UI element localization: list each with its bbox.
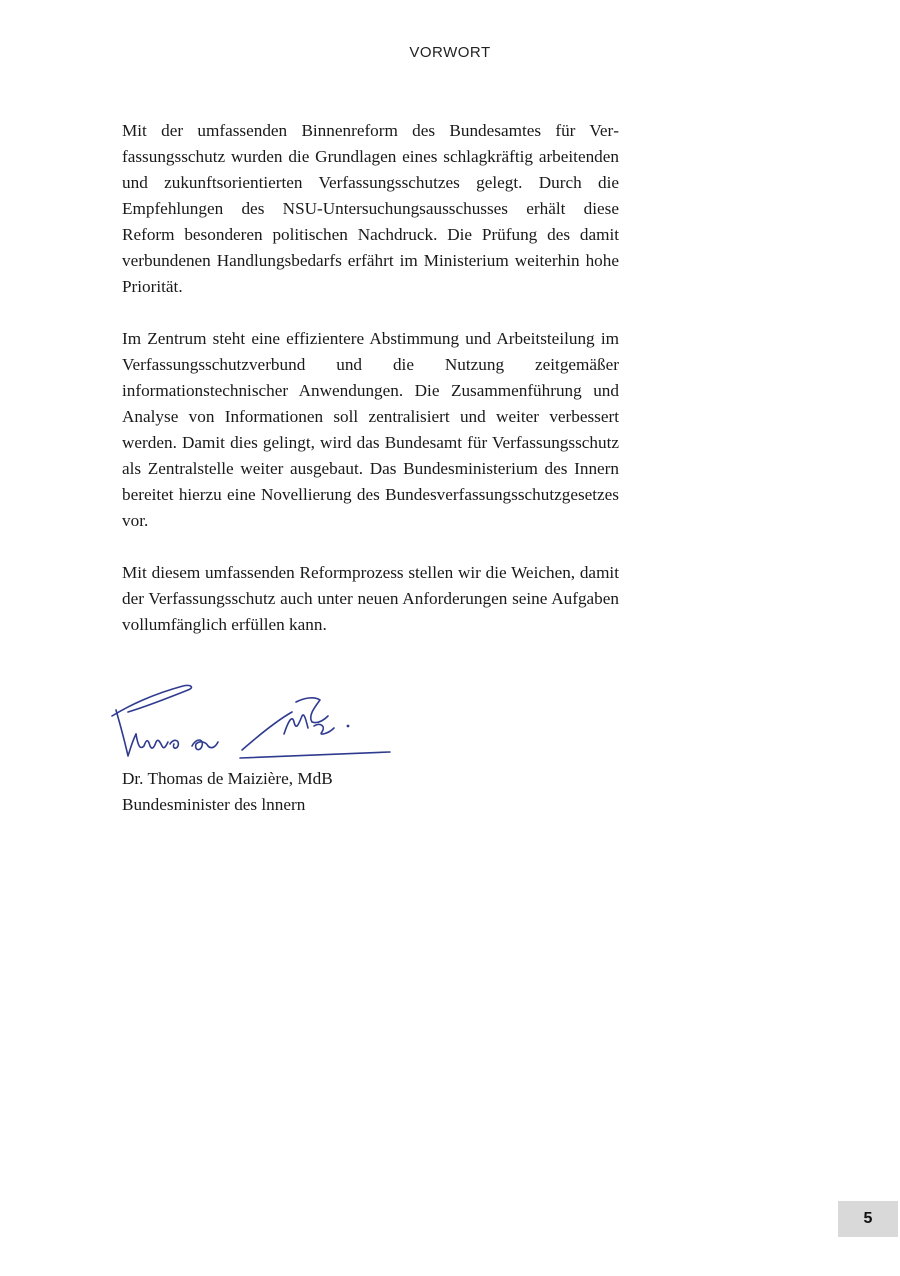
page-number-badge	[838, 1201, 898, 1237]
running-head: VORWORT	[409, 44, 491, 61]
handwritten-signature	[108, 676, 398, 770]
signer-title: Bundesminister des lnnern	[122, 795, 306, 814]
signer-block	[122, 766, 333, 818]
page-number: 5	[863, 1210, 873, 1227]
paragraph-1: Mit der umfassenden Binnenreform des Bundesamtes für Verfassungsschutz wurden die Grundlagen eines schlagkräftig arbeitenden und zukunftsorientierten Verfassungsschutzes gelegt. Durch die Empfehlungen des NSU-Untersuchungsausschusses erhält diese Reform besonderen politischen Nachdruck. Die Prüfung des damit verbundenen Handlungsbedarfs erfährt im Ministerium weiterhin hohe Priorität.	[122, 121, 619, 296]
signer-name: Dr. Thomas de Maizière, MdB	[122, 769, 333, 788]
paragraph-2: Im Zentrum steht eine effizientere Abstimmung und Arbeitsteilung im Verfassungsschutzverbund und die Nutzung zeitgemäßer informationstechnischer Anwendungen. Die Zusammenführung und Analyse von Informationen soll zentralisiert und weiter verbessert werden. Damit dies gelingt, wird das Bundesamt für Verfassungsschutz als Zentralstelle weiter ausgebaut. Das Bundesministerium des Innern bereitet hierzu eine Novellierung des Bundesverfassungsschutzgesetzes vor.	[122, 329, 619, 530]
paragraph-3: Mit diesem umfassenden Reformprozess stellen wir die Weichen, damit der Verfassungsschutz auch unter neuen Anforderungen seine Aufgaben vollumfänglich erfüllen kann.	[122, 563, 619, 634]
body-text	[122, 118, 619, 664]
